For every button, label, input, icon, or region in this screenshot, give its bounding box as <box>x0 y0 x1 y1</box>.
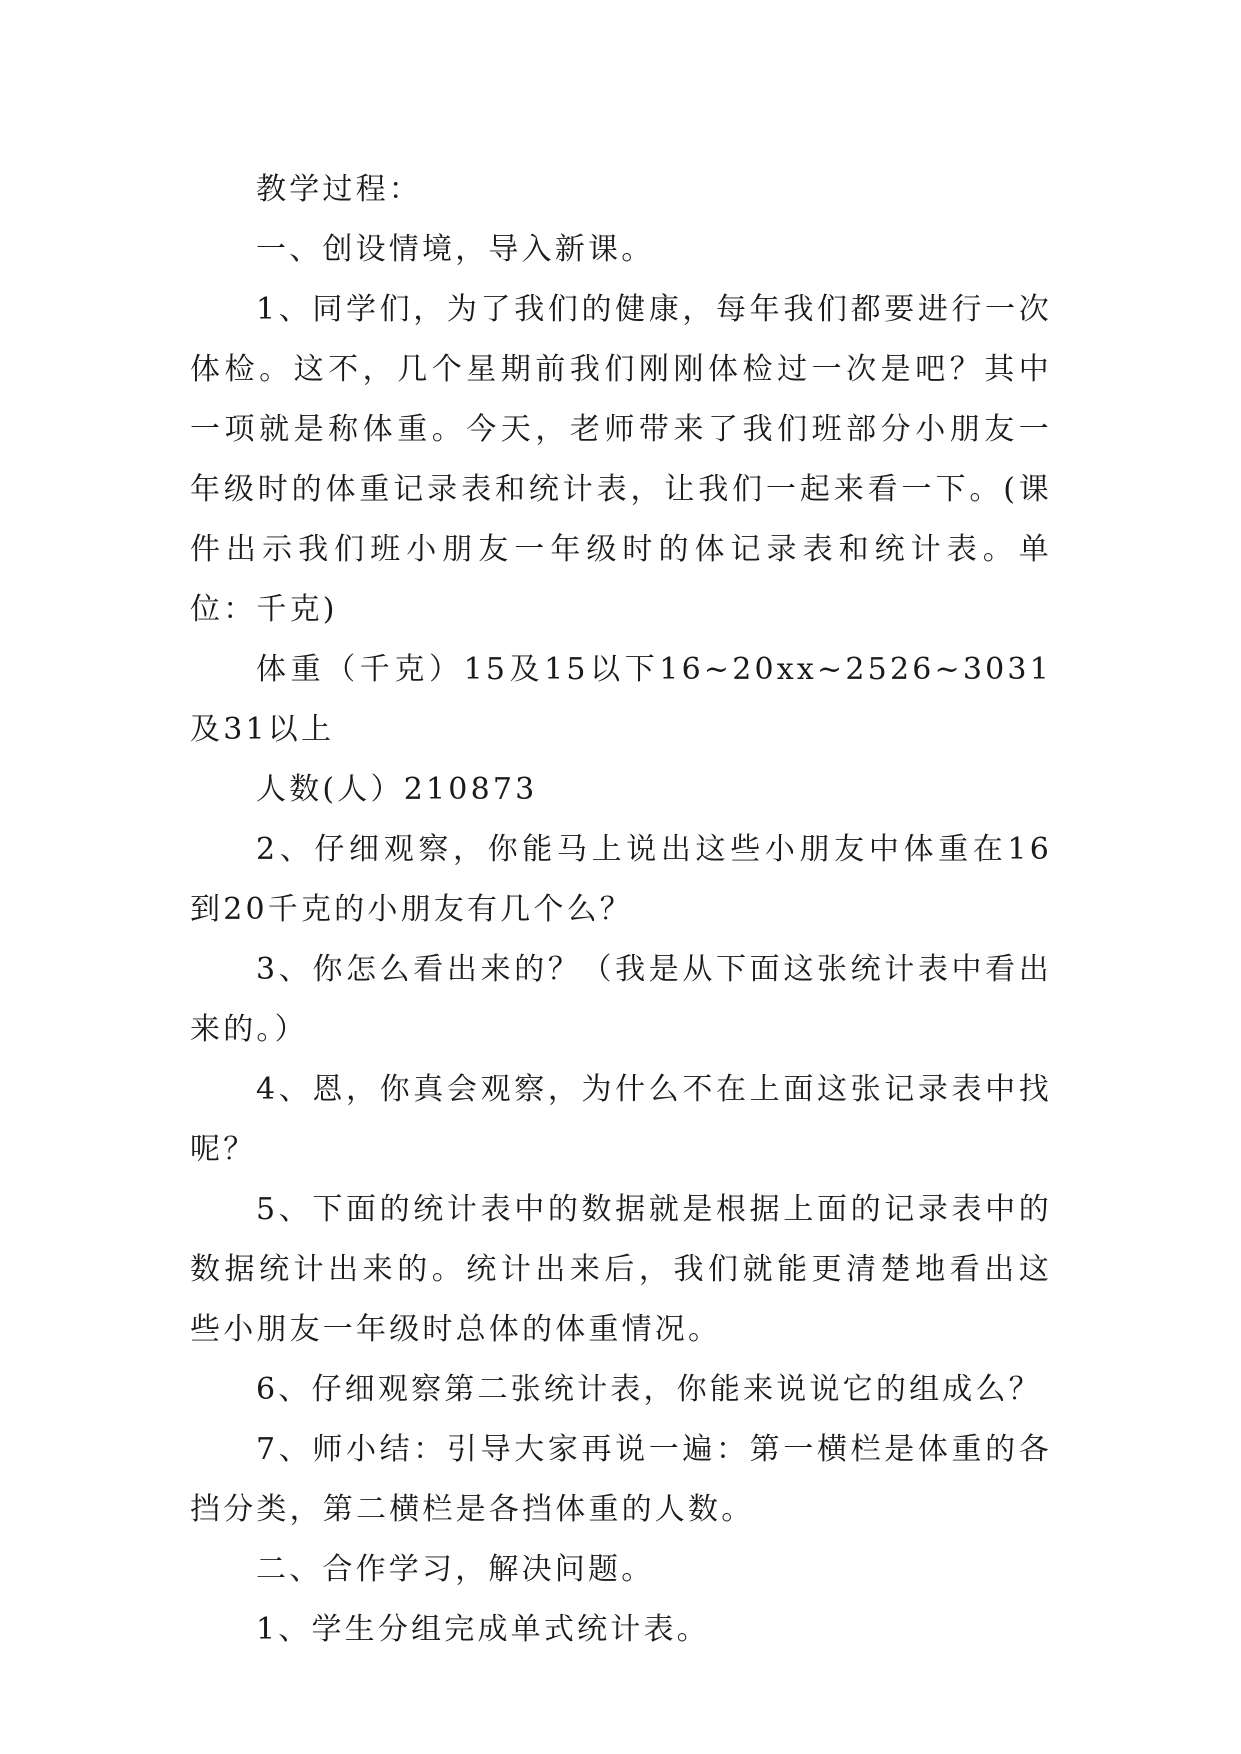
paragraph-section-two-step-1: 1、学生分组完成单式统计表。 <box>256 1612 710 1647</box>
paragraph-step-7: 7、师小结：引导大家再说一遍：第一横栏是体重的各挡分类，第二横栏是各挡体重的人数。 <box>190 1432 1052 1527</box>
paragraph-weight-row: 体重（千克）15及15以下16~20xx~2526~3031及31以上 <box>190 652 1052 747</box>
paragraph-section-two-heading: 二、合作学习，解决问题。 <box>256 1552 655 1587</box>
paragraph-step-6: 6、仔细观察第二张统计表，你能来说说它的组成么？ <box>256 1372 1042 1407</box>
paragraph-step-5: 5、下面的统计表中的数据就是根据上面的记录表中的数据统计出来的。统计出来后，我们就能更清楚地看出这些小朋友一年级时总体的体重情况。 <box>190 1192 1052 1347</box>
document-body <box>190 160 1052 1660</box>
paragraph-section-one-heading: 一、创设情境，导入新课。 <box>256 232 655 267</box>
paragraph-teaching-process-heading: 教学过程： <box>256 172 422 207</box>
paragraph-count-row: 人数(人）210873 <box>256 772 538 807</box>
paragraph-step-2: 2、仔细观察，你能马上说出这些小朋友中体重在16到20千克的小朋友有几个么？ <box>190 832 1052 927</box>
paragraph-step-4: 4、恩，你真会观察，为什么不在上面这张记录表中找呢？ <box>190 1072 1052 1167</box>
paragraph-step-3: 3、你怎么看出来的？（我是从下面这张统计表中看出来的。） <box>190 952 1052 1047</box>
paragraph-step-1: 1、同学们，为了我们的健康，每年我们都要进行一次体检。这不，几个星期前我们刚刚体检过一次是吧？其中一项就是称体重。今天，老师带来了我们班部分小朋友一年级时的体重记录表和统计表，让我们一起来看一下。(课件出示我们班小朋友一年级时的体记录表和统计表。单位：千克) <box>190 292 1052 627</box>
